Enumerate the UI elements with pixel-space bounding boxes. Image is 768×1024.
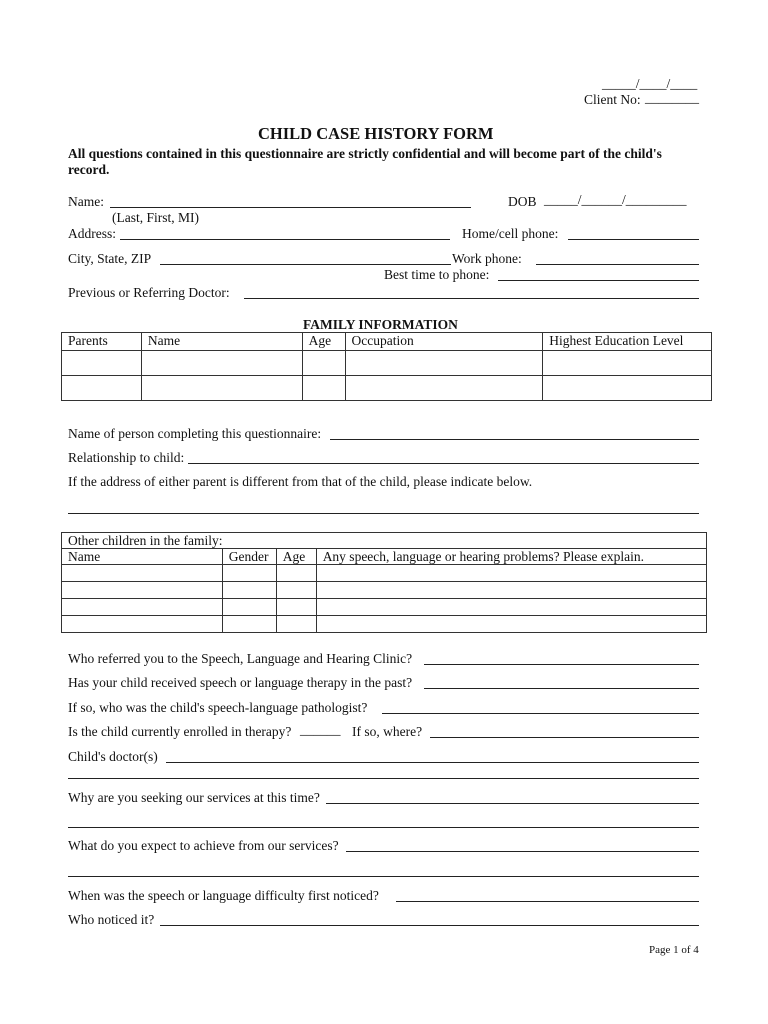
table-cell[interactable] xyxy=(345,376,543,401)
table-cell[interactable] xyxy=(316,582,706,599)
table-cell[interactable] xyxy=(62,351,142,376)
therapy-past-label: Has your child received speech or language therapy in the past? xyxy=(68,675,413,690)
children-table xyxy=(61,532,707,633)
table-cell[interactable] xyxy=(141,376,302,401)
table-row xyxy=(62,565,707,582)
family-col-name: Name xyxy=(141,333,302,351)
who-noticed-label: Who noticed it? xyxy=(68,912,155,927)
address-field[interactable] xyxy=(120,239,450,240)
date-line: _____/____/____ xyxy=(602,76,698,91)
family-table xyxy=(61,332,712,401)
client-no-label: Client No: xyxy=(584,92,641,107)
relationship-label: Relationship to child: xyxy=(68,450,185,465)
children-col-name: Name xyxy=(62,549,223,565)
table-cell[interactable] xyxy=(276,599,316,616)
relationship-field[interactable] xyxy=(188,463,699,464)
where-field[interactable] xyxy=(430,737,699,738)
children-col-age: Age xyxy=(276,549,316,565)
best-time-field[interactable] xyxy=(498,280,699,281)
parent-address-field[interactable] xyxy=(68,513,699,514)
why-field[interactable] xyxy=(326,803,699,804)
address-label: Address: xyxy=(68,226,116,241)
referred-field[interactable] xyxy=(424,664,699,665)
therapy-past-field[interactable] xyxy=(424,688,699,689)
table-cell[interactable] xyxy=(543,351,712,376)
city-label: City, State, ZIP xyxy=(68,251,152,266)
why-label: Why are you seeking our services at this time? xyxy=(68,790,320,805)
where-label: If so, where? xyxy=(352,724,423,739)
name-field[interactable] xyxy=(110,207,471,208)
doctors-field-extra[interactable] xyxy=(68,778,699,779)
table-row xyxy=(62,351,712,376)
table-cell[interactable] xyxy=(222,565,276,582)
table-cell[interactable] xyxy=(543,376,712,401)
first-noticed-field[interactable] xyxy=(396,901,699,902)
table-cell[interactable] xyxy=(62,582,223,599)
address-note: If the address of either parent is different from that of the child, please indicate below. xyxy=(68,474,533,489)
family-col-occupation: Occupation xyxy=(345,333,543,351)
table-cell[interactable] xyxy=(62,376,142,401)
name-label: Name: xyxy=(68,194,104,209)
city-field[interactable] xyxy=(160,264,451,265)
form-title: CHILD CASE HISTORY FORM xyxy=(258,124,494,143)
table-row xyxy=(62,599,707,616)
family-col-parents: Parents xyxy=(62,333,142,351)
table-row xyxy=(62,376,712,401)
enrolled-label: Is the child currently enrolled in therapy? xyxy=(68,724,292,739)
family-col-education: Highest Education Level xyxy=(543,333,712,351)
expect-field[interactable] xyxy=(346,851,699,852)
table-cell[interactable] xyxy=(276,565,316,582)
doctors-label: Child's doctor(s) xyxy=(68,749,158,764)
table-cell[interactable] xyxy=(316,616,706,633)
table-cell[interactable] xyxy=(62,599,223,616)
home-phone-label: Home/cell phone: xyxy=(462,226,559,241)
work-phone-field[interactable] xyxy=(536,264,699,265)
children-col-problems: Any speech, language or hearing problems? Please explain. xyxy=(316,549,706,565)
previous-doctor-label: Previous or Referring Doctor: xyxy=(68,285,230,300)
name-hint: (Last, First, MI) xyxy=(112,210,199,225)
confidential-notice-cont: record. xyxy=(68,162,110,177)
pathologist-label: If so, who was the child's speech-language pathologist? xyxy=(68,700,368,715)
table-cell[interactable] xyxy=(62,565,223,582)
table-cell[interactable] xyxy=(302,351,345,376)
completing-person-field[interactable] xyxy=(330,439,699,440)
first-noticed-label: When was the speech or language difficulty first noticed? xyxy=(68,888,379,903)
dob-label: DOB xyxy=(508,194,537,209)
children-col-gender: Gender xyxy=(222,549,276,565)
home-phone-field[interactable] xyxy=(568,239,699,240)
why-field-extra[interactable] xyxy=(68,827,699,828)
confidential-notice: All questions contained in this questionnaire are strictly confidential and will become part of the child's xyxy=(68,146,662,161)
table-cell[interactable] xyxy=(316,599,706,616)
work-phone-label: Work phone: xyxy=(452,251,522,266)
previous-doctor-field[interactable] xyxy=(244,298,699,299)
children-caption: Other children in the family: xyxy=(62,533,707,549)
family-heading: FAMILY INFORMATION xyxy=(303,317,458,332)
dob-field[interactable]: _____/______/_________ xyxy=(544,192,687,207)
family-col-age: Age xyxy=(302,333,345,351)
doctors-field[interactable] xyxy=(166,762,699,763)
table-row xyxy=(62,582,707,599)
table-cell[interactable] xyxy=(222,582,276,599)
completing-person-label: Name of person completing this questionnaire: xyxy=(68,426,322,441)
who-noticed-field[interactable] xyxy=(160,925,699,926)
table-cell[interactable] xyxy=(302,376,345,401)
client-no-field[interactable]: ________ xyxy=(645,90,699,105)
enrolled-field[interactable]: ______ xyxy=(300,722,341,737)
table-cell[interactable] xyxy=(222,616,276,633)
table-cell[interactable] xyxy=(62,616,223,633)
table-row xyxy=(62,616,707,633)
table-cell[interactable] xyxy=(222,599,276,616)
table-cell[interactable] xyxy=(276,616,316,633)
table-cell[interactable] xyxy=(345,351,543,376)
table-cell[interactable] xyxy=(316,565,706,582)
page-number: Page 1 of 4 xyxy=(649,944,699,956)
expect-field-extra[interactable] xyxy=(68,876,699,877)
pathologist-field[interactable] xyxy=(382,713,699,714)
referred-label: Who referred you to the Speech, Language and Hearing Clinic? xyxy=(68,651,413,666)
expect-label: What do you expect to achieve from our services? xyxy=(68,838,339,853)
best-time-label: Best time to phone: xyxy=(384,267,490,282)
table-cell[interactable] xyxy=(276,582,316,599)
table-cell[interactable] xyxy=(141,351,302,376)
